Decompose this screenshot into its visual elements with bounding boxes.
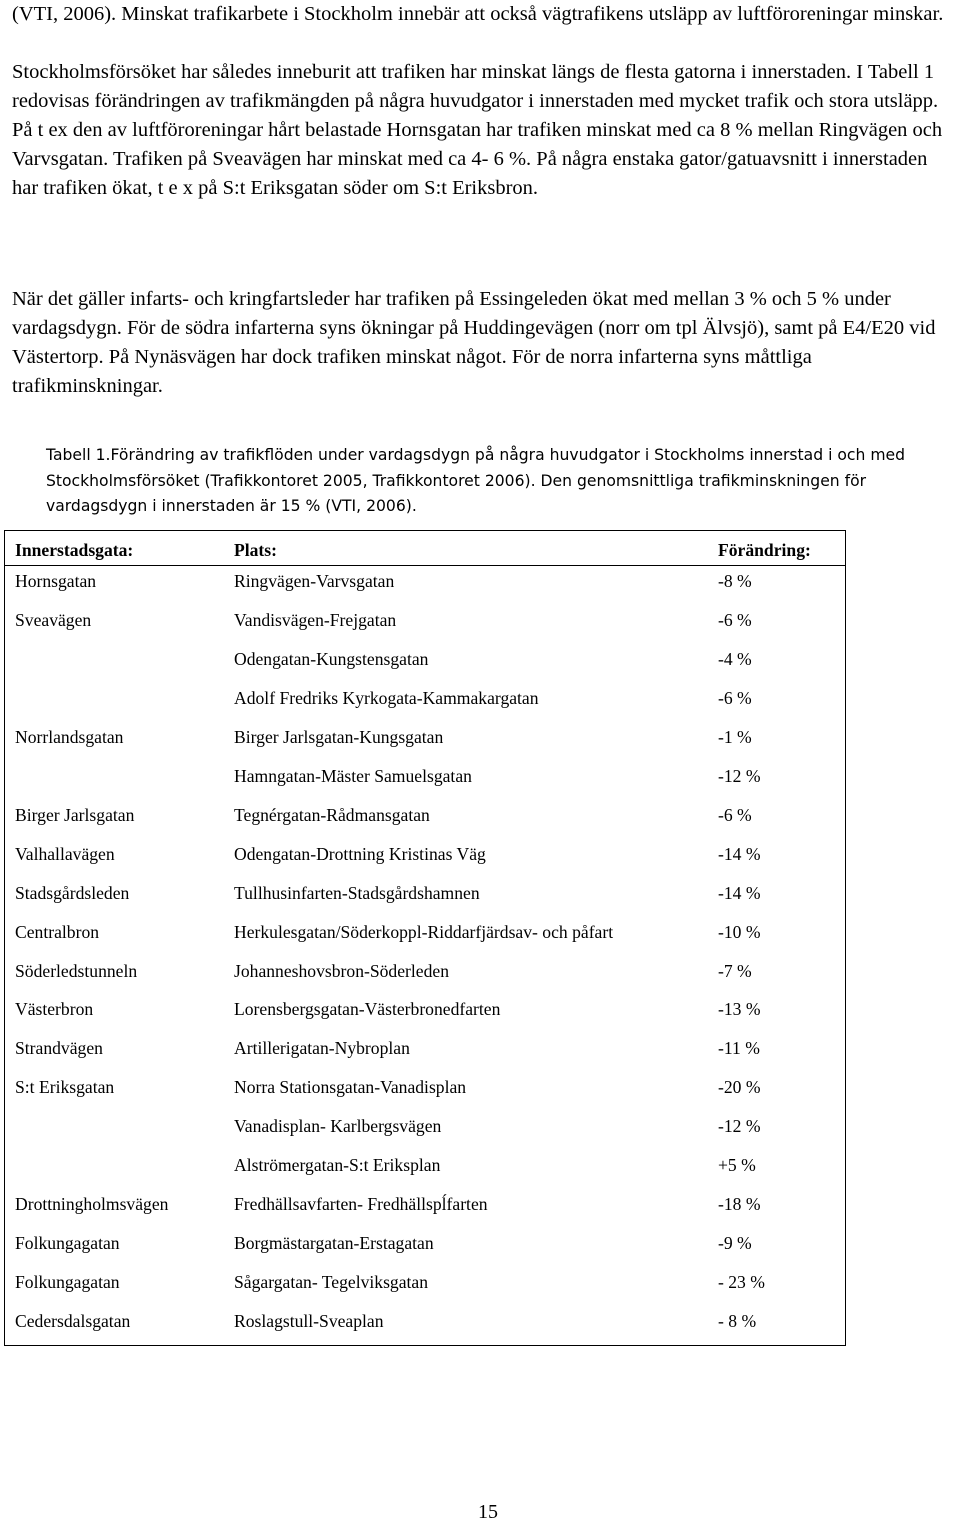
table-cell-change: -1 % [718, 726, 752, 747]
table-cell-street: Drottningholmsvägen [15, 1194, 169, 1215]
table-cell-location: Herkulesgatan/Söderkoppl-Riddarfjärdsav- och påfart [234, 921, 614, 942]
table-cell-change: +5 % [718, 1155, 756, 1176]
table-cell-change: -6 % [718, 609, 752, 630]
body-paragraph-1: (VTI, 2006). Minskat trafikarbete i Stockholm innebär att också vägtrafikens utsläpp av luftföroreningar minskar. [12, 3, 944, 25]
table-cell-street: Strandvägen [15, 1038, 103, 1059]
table-cell-location: Lorensbergsgatan-Västerbronedfarten [234, 999, 501, 1020]
table-cell-location: Norra Stationsgatan-Vanadisplan [234, 1077, 467, 1098]
table-cell-location: Odengatan-Drottning Kristinas Väg [234, 843, 486, 864]
table-cell-location: Johanneshovsbron-Söderleden [234, 960, 449, 981]
table-cell-change: -6 % [718, 687, 752, 708]
table-cell-street: Stadsgårdsleden [15, 882, 130, 903]
table-cell-location: Vanadisplan- Karlbergsvägen [234, 1116, 442, 1137]
table-cell-street: Hornsgatan [15, 571, 97, 591]
table-cell-street: Folkungagatan [15, 1233, 120, 1254]
table-cell-location: Vandisvägen-Frejgatan [234, 609, 397, 630]
table-cell-location: Artillerigatan-Nybroplan [234, 1038, 410, 1059]
table-cell-change: -12 % [718, 1116, 761, 1137]
body-paragraph-2: Stockholmsförsöket har således inneburit att trafiken har minskat längs de flesta gatorna i innerstaden. I Tabell 1 redovisas förändringen av trafikmängden på några huvudgator i innerstaden med mycket trafik och stora utsläpp. På t ex den av luftföroreningar hårt belastade Hornsgatan har trafiken minskat med ca 8 % mellan Ringvägen och Varvsgatan. Trafiken på Sveavägen har minskat med ca 4- 6 %. På några enstaka gator/gatuavsnitt i innerstaden har trafiken ökat, t e x på S:t Eriksgatan söder om S:t Eriksbron. [12, 61, 943, 199]
table-cell-street: Sveavägen [15, 609, 92, 630]
table-cell-location: Alströmergatan-S:t Eriksplan [234, 1155, 441, 1176]
table-header-street: Innerstadsgata: [15, 540, 134, 560]
table-cell-change: -11 % [718, 1038, 760, 1059]
page-number: 15 [478, 1501, 498, 1523]
table-cell-street: Norrlandsgatan [15, 726, 124, 747]
table-cell-change: - 23 % [718, 1272, 765, 1293]
table-cell-change: -12 % [718, 765, 761, 786]
table-cell-street: Valhallavägen [15, 843, 115, 864]
table-cell-change: -6 % [718, 804, 752, 825]
table-cell-location: Roslagstull-Sveaplan [234, 1311, 384, 1332]
table-cell-change: -7 % [718, 960, 752, 981]
table-cell-change: -20 % [718, 1077, 761, 1098]
table-cell-change: -13 % [718, 999, 761, 1020]
table-header-location: Plats: [234, 540, 277, 560]
table-cell-location: Birger Jarlsgatan-Kungsgatan [234, 726, 444, 747]
table-caption: Tabell 1.Förändring av trafikflöden under vardagsdygn på några huvudgator i Stockholms innerstad i och med Stockholmsförsöket (Trafikkontoret 2005, Trafikkontoret 2006). Den genomsnittliga trafikminskningen för vardagsdygn i innerstaden är 15 % (VTI, 2006). [46, 446, 906, 515]
table-cell-location: Tegnérgatan-Rådmansgatan [234, 804, 430, 825]
table-cell-street: S:t Eriksgatan [15, 1077, 115, 1098]
table-header-change: Förändring: [718, 540, 811, 560]
table-cell-street: Cedersdalsgatan [15, 1311, 131, 1332]
table-cell-change: - 8 % [718, 1311, 757, 1332]
table-cell-change: -14 % [718, 882, 761, 903]
table-cell-street: Söderledstunneln [15, 960, 138, 981]
body-paragraph-3: När det gäller infarts- och kringfartsleder har trafiken på Essingeleden ökat med mellan 3 % och 5 % under vardagsdygn. För de södra infarterna syns ökningar på Huddingevägen (norr om tpl Älvsjö), samt på E4/E20 vid Västertorp. På Nynäsvägen har dock trafiken minskat något. För de norra infarterna syns måttliga trafikminskningar. [12, 288, 936, 397]
table-cell-change: -9 % [718, 1233, 752, 1254]
table-cell-location: Hamngatan-Mäster Samuelsgatan [234, 765, 472, 786]
table-cell-location: Tullhusinfarten-Stadsgårdshamnen [234, 882, 480, 903]
table-cell-location: Ringvägen-Varvsgatan [234, 571, 395, 591]
table-cell-street: Birger Jarlsgatan [15, 804, 135, 825]
table-cell-change: -18 % [718, 1194, 761, 1215]
table-cell-location: Odengatan-Kungstensgatan [234, 648, 429, 669]
table-cell-location: Borgmästargatan-Erstagatan [234, 1233, 434, 1254]
table-cell-location: Adolf Fredriks Kyrkogata-Kammakargatan [234, 687, 539, 708]
table-cell-street: Västerbron [15, 999, 94, 1020]
table-cell-location: Sågargatan- Tegelviksgatan [234, 1272, 429, 1293]
table-cell-street: Folkungagatan [15, 1272, 120, 1293]
table-cell-street: Centralbron [15, 921, 100, 942]
table-cell-change: -8 % [718, 571, 752, 591]
table-cell-change: -10 % [718, 921, 761, 942]
table-cell-location: Fredhällsavfarten- Fredhällspĺfarten [234, 1194, 488, 1215]
table-cell-change: -4 % [718, 648, 752, 669]
table-header-divider [4, 565, 846, 566]
table-cell-change: -14 % [718, 843, 761, 864]
